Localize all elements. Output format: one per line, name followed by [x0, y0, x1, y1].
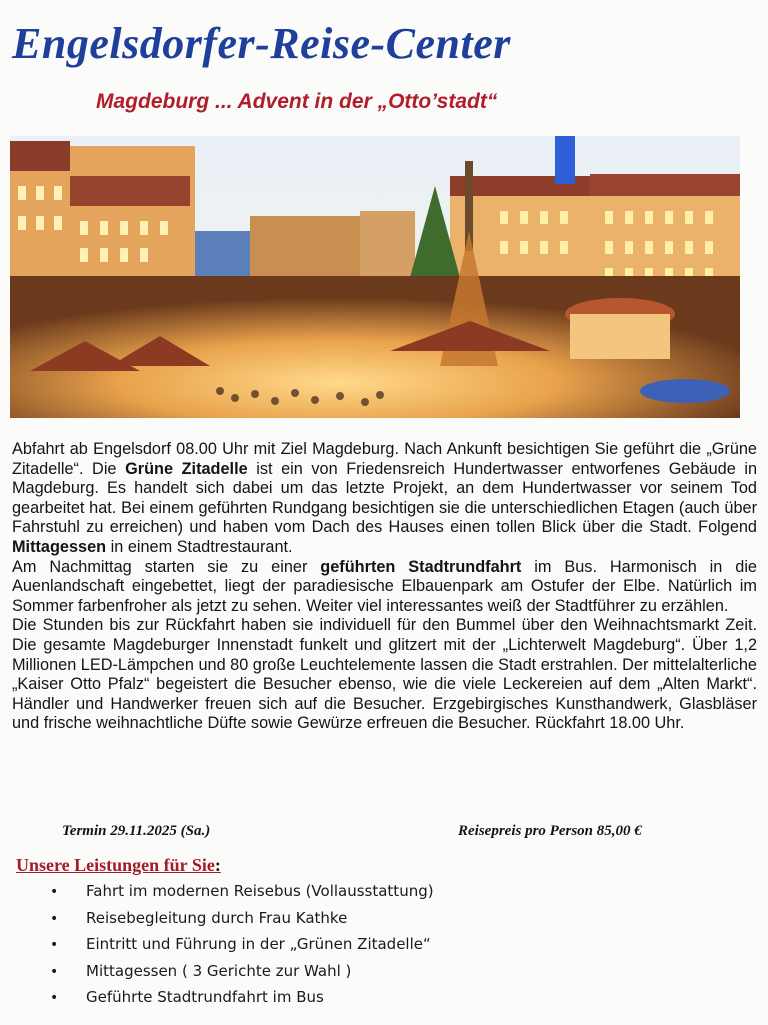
- paragraph-text: ist ein von Friedensreich Hundertwasser entworfenes Gebäude in Magdeburg. Es handelt sich dabei um das letzte Projekt, an dem Hundertwasser vor seinem Tod gearbeitet hat. Bei einem geführten Rundgang besichtigen sie die unterschiedlichen Etagen (auch über Fahrstuhl zu erreichen) und haben vom Dach des Hauses einen tollen Blick über die Stadt. Folgend: [12, 459, 757, 537]
- services-list: [50, 880, 434, 1013]
- bullet-icon: •: [50, 910, 59, 927]
- christmas-market-photo: [10, 136, 740, 418]
- services-heading-colon: :: [214, 855, 221, 875]
- page-subtitle: Magdeburg ... Advent in der „Otto’stadt“: [96, 90, 498, 113]
- paragraph-text: Am Nachmittag starten sie zu einer: [12, 557, 321, 576]
- list-item: [50, 880, 434, 907]
- list-item: [50, 960, 434, 987]
- list-item-label: Geführte Stadtrundfahrt im Bus: [86, 988, 324, 1006]
- trip-price: Reisepreis pro Person 85,00 €: [458, 823, 642, 839]
- services-heading: [16, 855, 221, 876]
- paragraph-text: Abfahrt ab Engelsdorf 08.00 Uhr mit Ziel Magdeburg. Nach Ankunft besichtigen Sie geführt die „Grüne Zitadelle“. Die: [12, 440, 757, 478]
- paragraph-text: in einem Stadtrestaurant.: [106, 537, 293, 556]
- highlight-text: geführten Stadtrundfahrt: [320, 557, 522, 576]
- bullet-icon: •: [50, 884, 59, 900]
- list-item: [50, 933, 434, 960]
- trip-description: [12, 440, 757, 734]
- bullet-icon: •: [50, 937, 59, 953]
- paragraph-market: [12, 616, 757, 734]
- list-item-label: Eintritt und Führung in der „Grünen Zitadelle“: [86, 935, 431, 953]
- booking-info: [62, 823, 702, 847]
- paragraph-text: im Bus. Harmonisch in die Auenlandschaft eingebettet, liegt der paradiesische Elbauenpark am Ostufer der Elbe. Natürlich im Sommer farbenfroher als jetzt zu sehen. Weiter viel interessantes weiß der Stadtführer zu erzählen.: [12, 557, 757, 615]
- bullet-icon: •: [50, 990, 59, 1006]
- highlight-text: Grüne Zitadelle: [125, 459, 248, 478]
- trip-date: Termin 29.11.2025 (Sa.): [62, 823, 211, 839]
- list-item-label: Reisebegleitung durch Frau Kathke: [86, 908, 348, 927]
- highlight-text: Mittagessen: [12, 537, 107, 556]
- bullet-icon: •: [50, 963, 59, 980]
- services-heading-label: Unsere Leistungen für Sie: [16, 855, 215, 875]
- paragraph-afternoon: [12, 558, 757, 617]
- page-title: Engelsdorfer-Reise-Center: [12, 19, 511, 68]
- list-item: [50, 907, 434, 934]
- list-item-label: Mittagessen ( 3 Gerichte zur Wahl ): [86, 961, 352, 980]
- paragraph-morning: [12, 440, 757, 558]
- paragraph-text: Die Stunden bis zur Rückfahrt haben sie individuell für den Bummel über den Weihnachtsmarkt Zeit. Die gesamte Magdeburger Innenstadt funkelt und glitzert mit der „Lichterwelt Magdeburg“. Über 1,2 Millionen LED-Lämpchen und 80 große Leuchtelemente lassen die Stadt erstrahlen. Der mittelalterliche „Kaiser Otto Pfalz“ begeistert die Besucher ebenso, wie die viele Leckereien auf dem „Alten Markt“. Händler und Handwerker freuen sich auf die Besucher. Erzgebirgisches Kunsthandwerk, Glasbläser und frische weihnachtliche Düfte sowie Gewürze erfreuen die Besucher. Rückfahrt 18.00 Uhr.: [12, 616, 757, 733]
- list-item: [50, 986, 434, 1013]
- list-item-label: Fahrt im modernen Reisebus (Vollausstattung): [86, 882, 434, 900]
